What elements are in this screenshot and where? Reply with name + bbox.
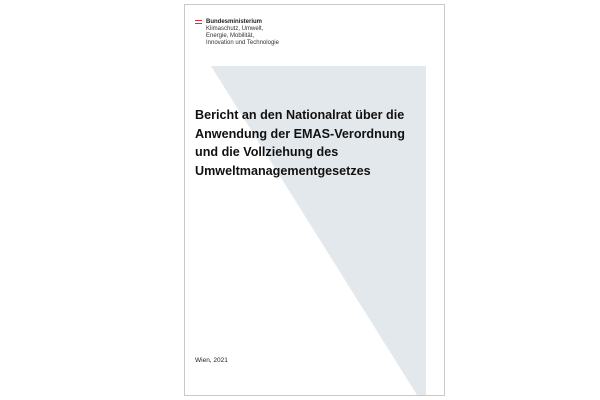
document-title-line: und die Vollziehung des — [195, 145, 339, 159]
document-title-line: Umweltmanagementgesetzes — [195, 163, 371, 178]
document-cover-page — [184, 4, 445, 396]
ministry-name-line: Energie, Mobilität, — [206, 33, 255, 39]
document-title — [195, 106, 425, 180]
document-title-line: Bericht an den Nationalrat über die — [195, 108, 405, 122]
decorative-background-shape — [185, 5, 444, 395]
ministry-name-line: Klimaschutz, Umwelt, — [206, 26, 264, 32]
ministry-name-line: Innovation und Technologie — [206, 40, 279, 46]
document-title-line: Anwendung der EMAS-Verordnung — [195, 126, 405, 141]
ministry-name — [206, 19, 346, 47]
flag-stripe-bottom — [195, 23, 202, 24]
place-date: Wien, 2021 — [195, 357, 228, 364]
austrian-flag-icon — [195, 20, 202, 24]
ministry-name-heading: Bundesministerium — [206, 19, 263, 25]
